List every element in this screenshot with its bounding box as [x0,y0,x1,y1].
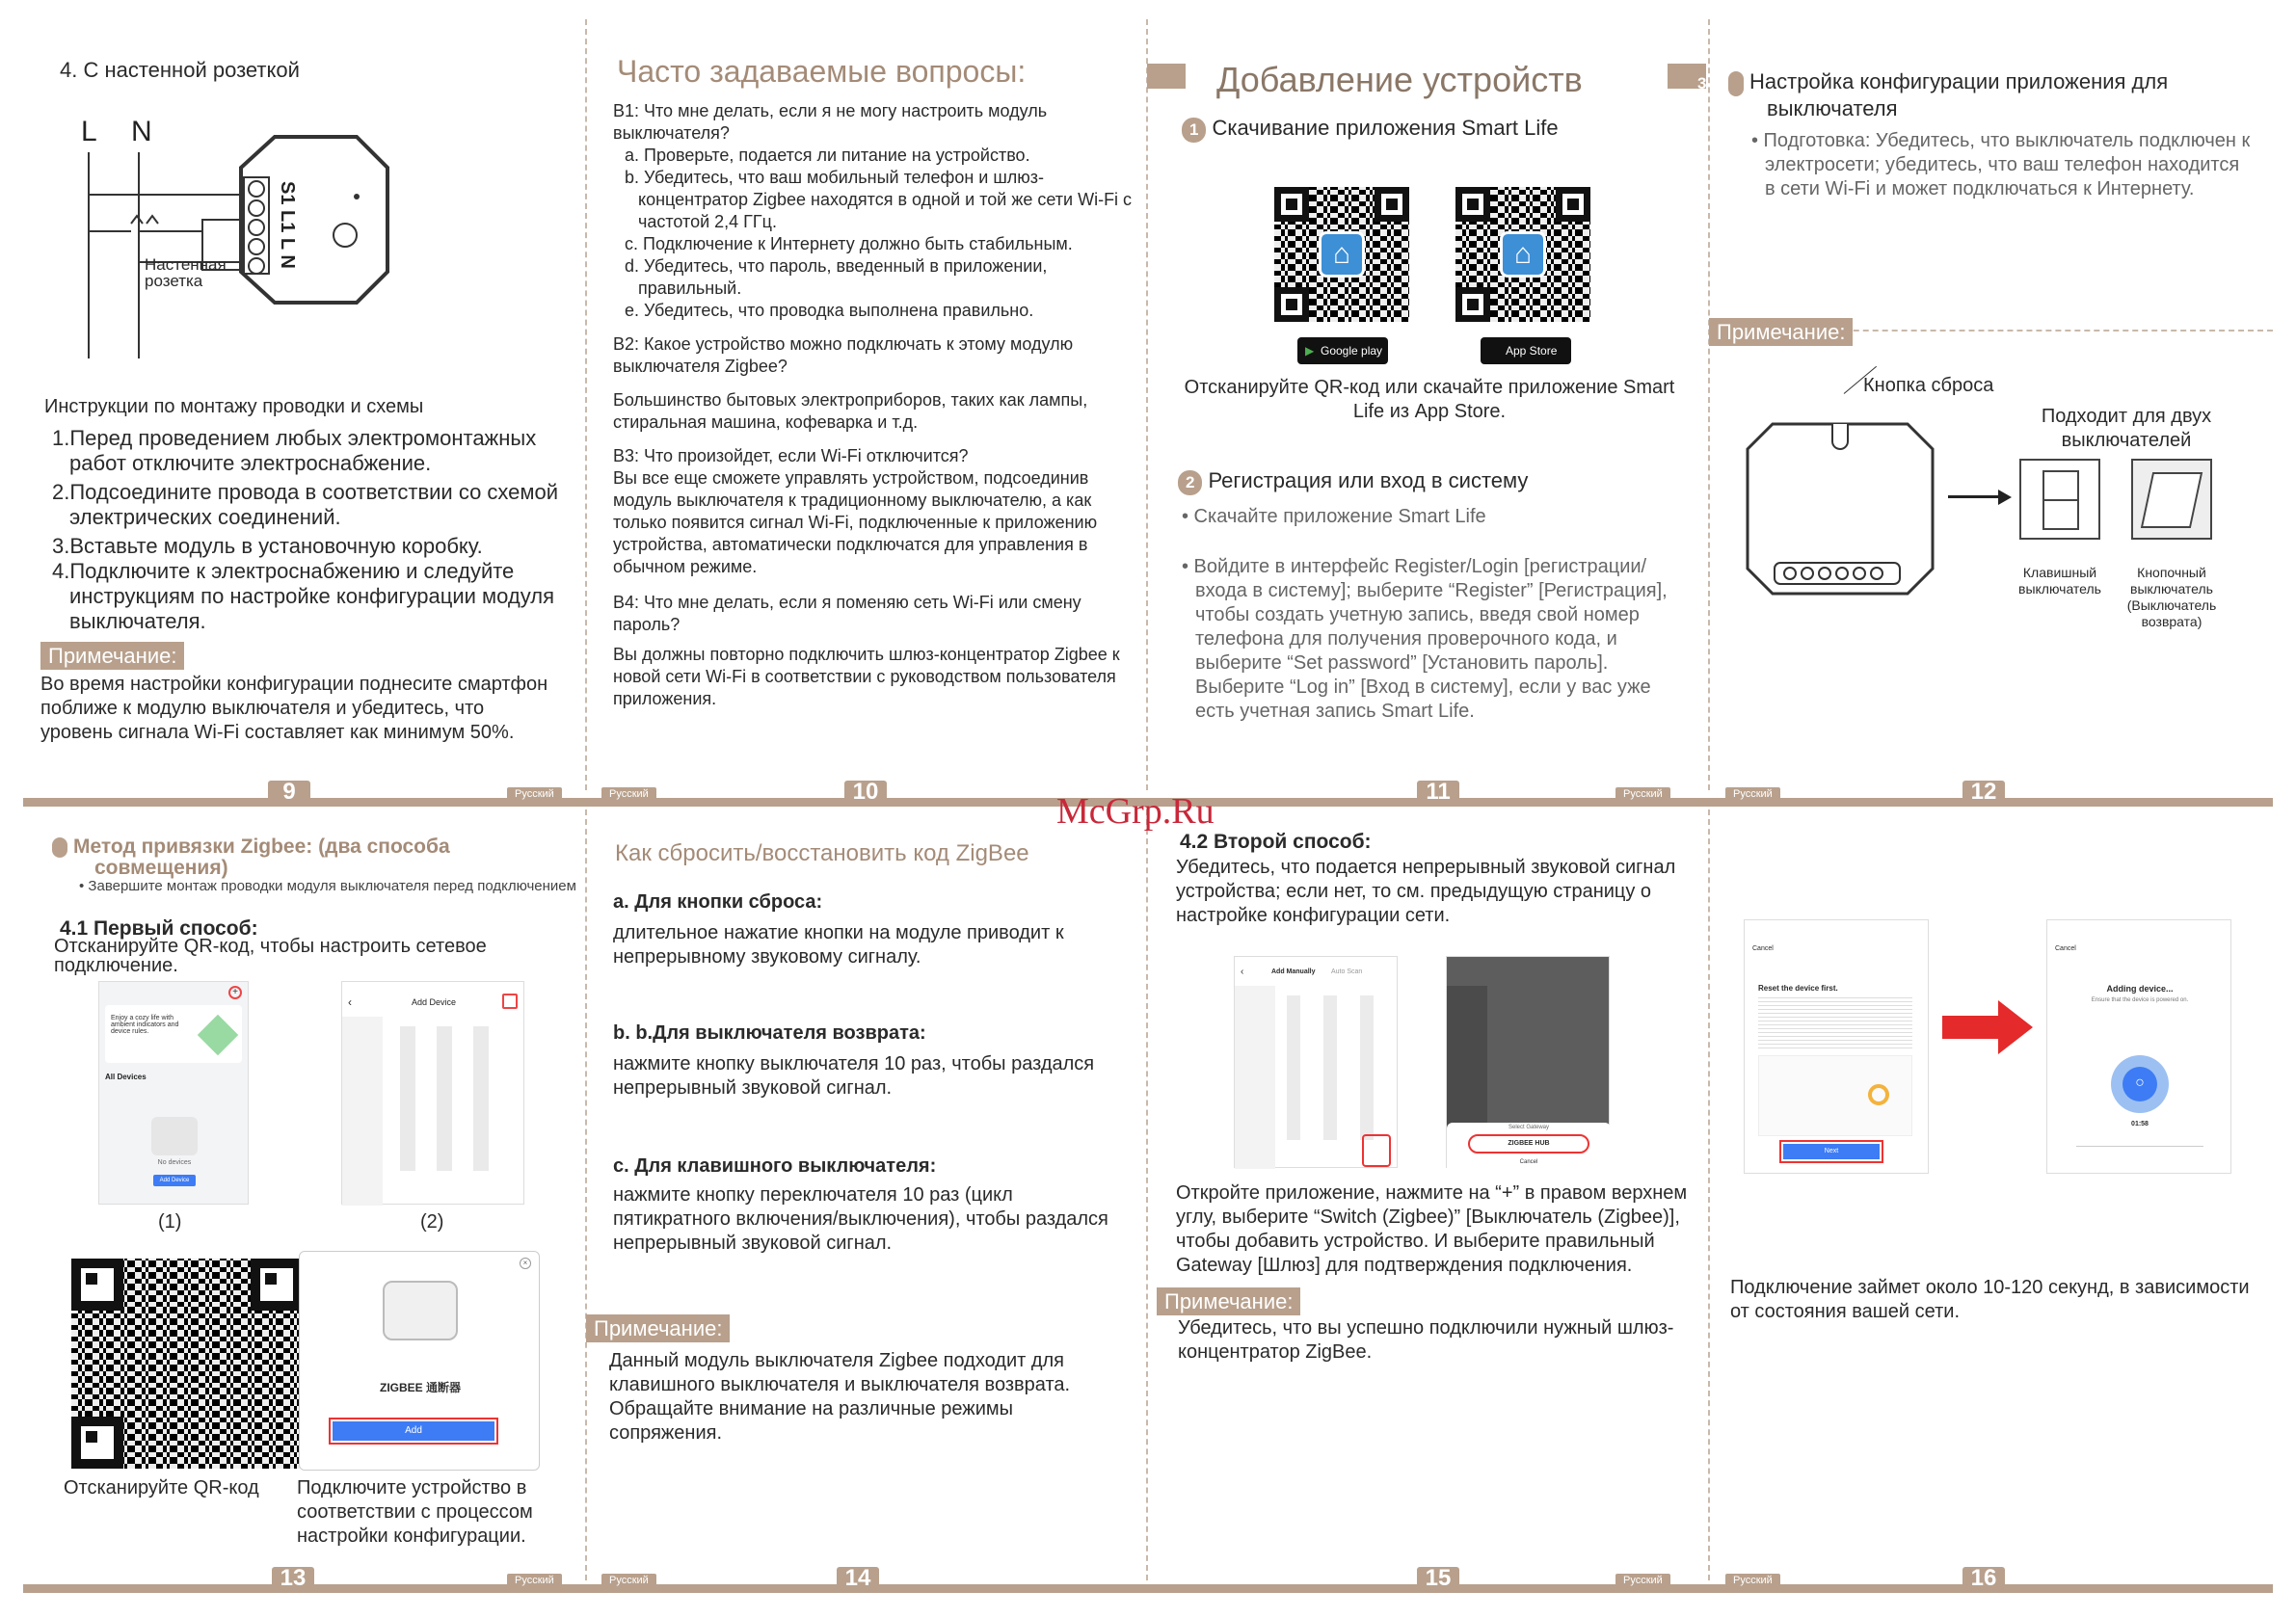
google-play-badge[interactable]: ▶ Google play [1297,337,1388,364]
step-4-label: Метод привязки Zigbee: (два способа совмещения) [73,836,450,879]
page-14 [586,821,1146,1573]
lang-tag: Русский [1725,1574,1780,1588]
note-text: Убедитесь, что вы успешно подключили нужный шлюз-концентратор ZigBee. [1178,1317,1674,1363]
page-10 [586,29,1146,781]
method-1-text: Отсканируйте QR-код, чтобы настроить сетевое подключение. [54,936,487,976]
push-switch-image [2131,459,2212,540]
rocker-switch-image [2019,459,2100,540]
socket-label: Настенная розетка [145,255,227,290]
smart-life-icon: ⌂ [1319,231,1365,278]
list-item: 3.Вставьте модуль в установочную коробку. [52,534,483,558]
arrow-head [1998,490,2012,505]
timer: 01:58 [2131,1121,2149,1127]
banner-card [105,1005,242,1063]
add-device-button[interactable]: Add Device [153,1175,196,1186]
step-2-label: Регистрация или вход в систему [1208,468,1529,492]
next-button[interactable]: Next [1779,1140,1883,1163]
tab-all-devices[interactable]: All Devices [105,1073,147,1081]
step-1-label: Скачивание приложения Smart Life [1212,116,1559,140]
no-devices-text: No devices [157,1159,192,1166]
faq-a2: Большинство бытовых электроприборов, таких как лампы, стиральная машина, кофеварка и т.д. [613,390,1088,432]
page-11 [1147,29,1708,781]
play-icon: ▶ [1305,344,1315,358]
add-button[interactable]: Add [329,1418,498,1445]
back-icon[interactable]: ‹ [348,995,352,1009]
qr-code-device [71,1259,303,1469]
page-title: Добавление устройств [1216,60,1583,99]
scan-caption: Отсканируйте QR-код или скачайте приложение Smart Life из App Store. [1184,377,1675,422]
step-3-label: Настройка конфигурации приложения для выключателя [1749,69,2169,120]
step-number: 4 [52,837,67,858]
step-4 [17,836,573,879]
lang-tag: Русский [1615,1574,1670,1588]
page-9 [23,29,585,781]
step-number: 1 [1182,118,1206,143]
phone-screen-home [98,981,249,1205]
note-label: Примечание: [586,1314,730,1342]
push-switch-label: Кнопочный выключатель (Выключатель возврата) [2126,565,2217,629]
cancel-link[interactable]: Cancel [1519,1159,1538,1165]
connection-time-text: Подключение займет около 10-120 секунд, в зависимости от состояния вашей сети. [1730,1277,2250,1322]
search-icon: ○ [2111,1055,2169,1113]
note-label: Примечание: [1157,1287,1300,1315]
gateway-option[interactable]: ZIGBEE HUB [1468,1134,1589,1154]
lang-tag: Русский [601,1574,656,1588]
page-number: 14 [837,1567,879,1588]
phone-adding-device [2046,919,2231,1174]
bullet: • Подготовка: Убедитесь, что выключатель подключен к электросети; убедитесь, что ваш телефон находится в сети Wi-Fi и может подключаться к Интернету. [1751,130,2251,199]
faq-q4: B4: Что мне делать, если я поменяю сеть Wi-Fi или смену пароль? [613,593,1081,634]
bullet: • Скачайте приложение Smart Life [1182,506,1486,527]
device-card [299,1251,540,1471]
terminal-labels: S1 L1 L N [277,181,298,269]
label-N: N [131,116,152,147]
method-2-text: Убедитесь, что подается непрерывный звуковой сигнал устройства; если нет, то см. предыдущую страницу о настройке конфигурации сети. [1176,857,1676,926]
bullet: • Завершите монтаж проводки модуля выключателя перед подключением [79,878,576,894]
list-item: 2.Подсоедините провода в соответствии со схемой электрических соединений. [52,480,559,529]
faq-a4: Вы должны повторно подключить шлюз-концентратор Zigbee к новой сети Wi-Fi в соответствии с руководством пользователя приложения. [613,645,1120,708]
add-device-title: Add Device [411,997,457,1007]
faq-a: b. Убедитесь, что ваш мобильный телефон и шлюз-концентратор Zigbee находятся в одной и той же сети Wi-Fi с частотой 2,4 ГГц. [625,168,1133,231]
reset-a-text: длительное нажатие кнопки на модуле приводит к непрерывному звуковому сигналу. [613,922,1064,968]
app-store-badge[interactable]: App Store [1481,337,1571,364]
method-2-instruction: Откройте приложение, нажмите на “+” в правом верхнем углу, выберите “Switch (Zigbee)” [Выключатель (Zigbee)], чтобы добавить устройство. И выберите правильный Gateway [Шлюз] для подтверждения подключения. [1176,1182,1688,1276]
reset-title: Как сбросить/восстановить код ZigBee [615,840,1029,866]
adding-subtitle: Ensure that the device is powered on. [2091,997,2189,1003]
faq-q3: B3: Что произойдет, если Wi-Fi отключится? [613,446,969,465]
note-label: Примечание: [40,642,184,670]
fits-label: Подходит для двух выключателей [2041,406,2212,451]
method-2-title: 4.2 Второй способ: [1180,831,1372,853]
switch-zigbee-highlight[interactable] [1362,1134,1391,1167]
faq-a: d. Убедитесь, что пароль, введенный в приложении, правильный. [625,256,1048,298]
red-arrow-head [1998,1000,2033,1054]
red-arrow-icon [1942,1016,2000,1039]
qr-code-android [1274,187,1409,322]
reset-c-text: нажмите кнопку переключателя 10 раз (цикл пятикратного включения/выключения), чтобы раздался непрерывный звуковой сигнал. [613,1184,1108,1254]
faq-body [613,100,1134,710]
page-number: 12 [1962,781,2005,802]
banner-text: Enjoy a cozy life with ambient indicators and device rules. [111,1015,179,1035]
caption-2: (2) [420,1211,444,1233]
page-number: 11 [1417,781,1459,802]
lang-tag: Русский [601,787,656,802]
list-item: 4.Подключите к электроснабжению и следуйте инструкциям по настройке конфигурации модуля выключателя. [52,559,555,633]
instructions-subtitle: Инструкции по монтажу проводки и схемы [44,396,424,417]
back-icon[interactable]: ‹ [1241,967,1244,977]
page-13 [17,821,585,1573]
page-15 [1147,821,1708,1573]
list-item: 1.Перед проведением любых электромонтажных работ отключите электроснабжение. [52,426,537,475]
warning-icon [1868,1084,1889,1105]
page-number: 10 [844,781,887,802]
cancel-link[interactable]: Cancel [1752,945,1774,952]
lang-tag: Русский [1615,787,1670,802]
step-3 [1697,69,2258,121]
note-text: Данный модуль выключателя Zigbee подходит для клавишного выключателя и выключателя возврата. Обращайте внимание на различные режимы сопряжения. [609,1350,1071,1444]
page-16 [1709,821,2273,1573]
step-number: 3 [1728,71,1744,96]
reset-b-text: нажмите кнопку выключателя 10 раз, чтобы раздался непрерывный звуковой сигнал. [613,1053,1095,1099]
smart-life-icon: ⌂ [1500,231,1546,278]
step-number: 2 [1178,470,1202,495]
faq-a: a. Проверьте, подается ли питание на устройство. [625,146,1030,165]
rocker-switch-label: Клавишный выключатель [2018,565,2101,597]
scan-icon[interactable] [502,994,518,1009]
faq-title: Часто задаваемые вопросы: [617,54,1027,89]
add-manually-tab[interactable]: Add Manually [1271,968,1316,975]
phone-select-gateway [1446,956,1610,1168]
faq-a3: Вы все еще сможете управлять устройством, подсоединив модуль выключателя к традиционному выключателю, а как только появится сигнал Wi-Fi, подключенные к приложению устройства, автоматически подключатся для управления в обычном режиме. [613,468,1098,576]
lang-tag: Русский [507,787,562,802]
reset-title: Reset the device first. [1758,984,1838,993]
qr-code-ios [1455,187,1590,322]
note-label: Примечание: [1709,318,1853,346]
cancel-link[interactable]: Cancel [2055,945,2076,952]
caption-connect: Подключите устройство в соответствии с процессом настройки конфигурации. [297,1477,533,1547]
faq-a: e. Убедитесь, что проводка выполнена правильно. [625,301,1034,320]
reset-c-title: c. Для клавишного выключателя: [613,1155,937,1177]
add-plus-icon[interactable]: + [228,986,242,999]
lang-tag: Русский [507,1574,562,1588]
instruction-list [52,426,573,634]
reset-b-title: b. b.Для выключателя возврата: [613,1022,926,1044]
caption-1: (1) [158,1211,182,1233]
step-1 [1182,116,1559,143]
phone-screen-add-device [341,981,524,1205]
lang-tag: Русский [1725,787,1780,802]
step-2 [1178,468,1528,495]
page-number: 13 [272,1567,314,1588]
phone-reset-device [1744,919,1929,1174]
auto-scan-tab[interactable]: Auto Scan [1331,968,1363,975]
faq-q1: B1: Что мне делать, если я не могу настроить модуль выключателя? [613,101,1048,143]
footer-band-bottom [23,1584,2273,1593]
module-image [383,1281,458,1340]
adding-title: Adding device... [2106,984,2174,994]
arrow-icon [1948,495,2002,498]
label-L: L [81,116,97,147]
phone-add-manually [1234,956,1398,1168]
page-number: 15 [1417,1567,1459,1588]
section-title: 4. С настенной розеткой [60,58,300,82]
faq-q2: B2: Какое устройство можно подключать к этому модулю выключателя Zigbee? [613,334,1074,376]
watermark: McGrp.Ru [1056,791,1215,832]
select-gateway-text: Select Gateway [1508,1125,1550,1130]
method-1-title: 4.1 Первый способ: [60,917,258,940]
bullet: • Войдите в интерфейс Register/Login [регистрации/входа в систему]; выберите “Register” [Регистрация], чтобы создать учетную запись, введя свой номер телефона для получения проверочного кода, и выберите “Set password” [Установить пароль]. Выберите “Log in” [Вход в систему], если у вас уже есть учетная запись Smart Life. [1182,556,1668,722]
page-number: 9 [268,781,310,802]
note-text: Во время настройки конфигурации поднесите смартфон поближе к модулю выключателя и убедитесь, что уровень сигнала Wi-Fi составляет как минимум 50%. [40,674,548,743]
close-icon[interactable]: × [520,1258,531,1269]
caption-scan: Отсканируйте QR-код [64,1477,259,1499]
faq-a: c. Подключение к Интернету должно быть стабильным. [625,234,1073,253]
card-title: ZIGBEE 通断器 [379,1381,461,1394]
wiring-diagram [39,89,578,378]
reset-a-title: a. Для кнопки сброса: [613,891,823,913]
module-diagram [1744,405,1936,617]
page-number: 16 [1962,1567,2005,1588]
reset-button-label: Кнопка сброса [1863,375,1994,396]
page-12 [1697,29,2273,781]
